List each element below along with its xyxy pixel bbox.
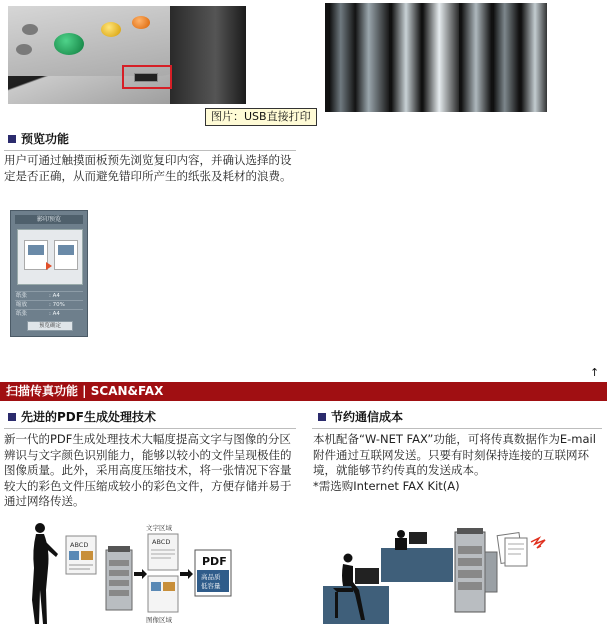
svg-text:低容量: 低容量 [201,582,221,590]
start-key [54,33,84,55]
drum-cylinder [329,3,355,112]
preview-confirm-button: 预览确定 [27,321,73,331]
svg-text:ABCD: ABCD [152,538,171,546]
banner-title: 扫描传真功能 | SCAN&FAX [6,384,164,398]
back-to-top-link[interactable]: ↑ [590,366,600,379]
pdf-section-title [8,409,156,425]
drum-cylinder [355,3,389,112]
setting-label: 缩放 [16,302,28,308]
internet-fax-illustration [323,524,553,624]
fax-description: 本机配备“W-NET FAX”功能，可将传真数据作为E-mail附件通过互联网发送。只要有时刻保持连接的互联网环境，就能够节约传真的发送成本。 [313,432,596,477]
svg-text:PDF: PDF [202,555,227,568]
office-worker-icon [395,530,427,550]
usb-print-photo [8,6,246,104]
drum-cylinder [423,3,459,112]
screen-setting-row [15,300,83,309]
signal-icon [531,538,545,548]
setting-value: : A4 [49,311,60,317]
fax-paper-icon [497,533,527,566]
preview-image [17,229,83,285]
panel-key [16,44,32,55]
bullet-square-icon [8,135,16,143]
arrow-right-icon [134,569,147,579]
setting-value: : A4 [49,293,60,299]
fax-title-text: 节约通信成本 [331,410,404,424]
preview-section-title [8,131,69,147]
divider [312,428,602,429]
image-region-icon [148,576,178,612]
screen-title: 影印预览 [36,216,61,223]
screen-header [15,215,83,224]
reset-key [132,16,150,29]
fax-option-note: *需选购Internet FAX Kit(A) [313,479,460,493]
drum-cylinder [461,3,491,112]
setting-label: 纸张 [16,293,28,299]
image-region-label: 图像区域 [146,616,172,624]
fax-section-title [318,409,403,425]
arrow-right-icon [46,262,52,270]
preview-title-text: 预览功能 [21,132,70,146]
stop-key [101,22,121,37]
bullet-square-icon [8,413,16,421]
pdf-output-icon [195,550,231,596]
doc-text-label: ABCD [70,541,89,549]
pdf-title-text: 先进的PDF生成处理技术 [21,410,156,424]
usb-photo-caption: 图片：USB直接打印 [205,108,317,126]
panel-key [22,24,38,35]
drum-photo [325,3,547,112]
setting-value: : 70% [49,302,65,308]
drum-cylinder [521,3,547,112]
preview-page-icon [54,240,78,270]
original-page-icon [24,240,48,270]
arrow-right-icon [180,569,193,579]
divider [4,150,296,151]
copier-icon [106,546,132,610]
original-document-icon [66,536,96,574]
text-region-label: 文字区域 [146,524,172,532]
screen-setting-row [15,309,83,318]
printer-body [170,6,246,104]
usb-port [134,73,158,82]
screen-setting-row [15,291,83,300]
preview-description: 用户可通过触摸面板预先浏览复印内容，并确认选择的设定是否正确，从而避免错印所产生的纸张及耗材的浪费。 [4,153,292,183]
svg-text:高品质: 高品质 [201,573,221,581]
drum-cylinder [391,3,421,112]
bullet-square-icon [318,413,326,421]
drum-cylinder [493,3,519,112]
preview-touch-screen [10,210,88,337]
scan-fax-banner [0,382,607,401]
setting-label: 纸张 [16,311,28,317]
divider [4,428,296,429]
desk-icon [381,548,453,582]
text-region-icon [148,534,178,570]
usb-port-highlight [122,65,172,89]
pdf-process-illustration [28,520,253,624]
pdf-description: 新一代的PDF生成处理技术大幅度提高文字与图像的分区辨识与文字颜色识别能力，能够以较小的文件呈现极佳的图像质量。此外，采用高度压缩技术，将一张情况下容量较大的彩色文件压缩成较小的彩色文件，方便存储并易于通过网络传送。 [4,432,292,508]
woman-silhouette-icon [32,523,58,624]
copier-icon [455,528,497,612]
